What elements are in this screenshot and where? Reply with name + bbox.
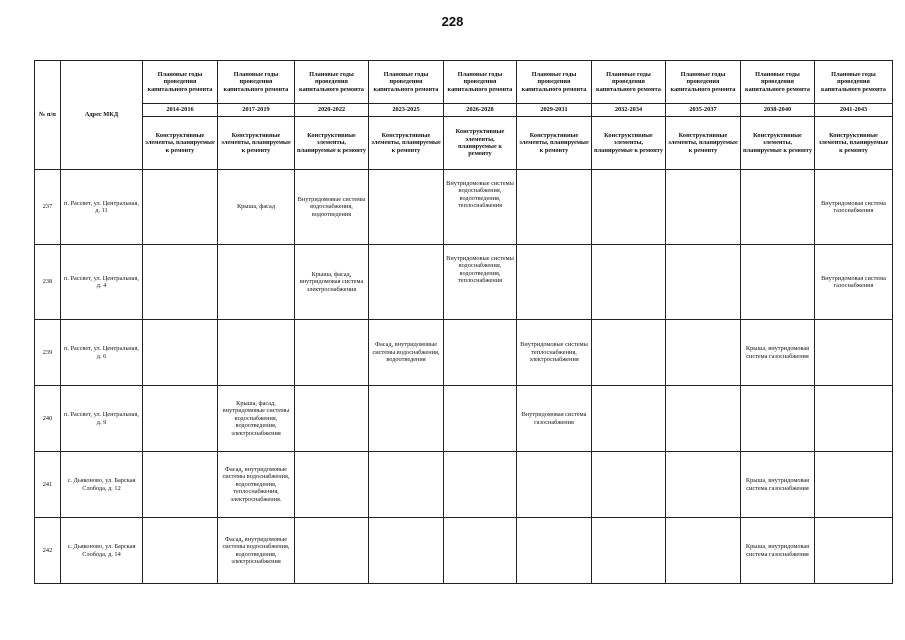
row-address: п. Рассвет, ул. Центральная, д. 4 [61,245,143,320]
repair-elements-cell [143,245,218,320]
repair-elements-cell [592,386,666,452]
table-row [35,518,893,584]
row-number: 237 [35,170,61,245]
repair-elements-cell [517,245,592,320]
repair-elements-cell [143,452,218,518]
repair-elements-cell [295,386,369,452]
repair-elements-cell [295,518,369,584]
period-header: Плановые годы проведения капитального ремонта [517,61,592,104]
repair-elements-cell [741,170,815,245]
year-range: 2032-2034 [592,104,666,117]
repair-elements-cell [369,518,444,584]
repair-elements-cell [143,170,218,245]
header-number: № п/п [35,61,61,170]
repair-elements-cell [815,518,893,584]
repair-elements-cell [143,518,218,584]
repair-elements-cell [666,518,741,584]
elements-header: Конструктивные элементы, планируемые к ремонту [295,117,369,170]
repair-elements-cell [369,170,444,245]
header-address: Адрес МКД [61,61,143,170]
year-range: 2041-2043 [815,104,893,117]
repair-elements-cell: Внутридомовые системы водоснабжения, водоотведения [295,170,369,245]
table-row [35,245,893,320]
table-body [35,170,893,584]
period-header: Плановые годы проведения капитального ремонта [666,61,741,104]
repair-elements-cell: Фасад, внутридомовые системы водоснабжения, водоотведения, электроснабжения [218,518,295,584]
page-number: 228 [441,14,464,29]
repair-elements-cell [592,170,666,245]
repair-elements-cell [295,452,369,518]
table-row [35,386,893,452]
repair-elements-cell [218,320,295,386]
year-range: 2026-2028 [444,104,517,117]
period-header: Плановые годы проведения капитального ремонта [741,61,815,104]
repair-elements-cell: Внутридомовая система газоснабжения [815,170,893,245]
elements-header: Конструктивные элементы, планируемые к ремонту [143,117,218,170]
row-address: с. Дьяконово, ул. Барская Слобода, д. 12 [61,452,143,518]
repair-elements-cell: Внутридомовые системы водоснабжения, водоотведения, теплоснабжения [444,245,517,320]
repair-elements-cell [666,452,741,518]
repair-elements-cell [815,386,893,452]
repair-elements-cell [592,452,666,518]
period-header: Плановые годы проведения капитального ремонта [143,61,218,104]
repair-elements-cell [741,386,815,452]
repair-elements-cell: Фасад, внутридомовые системы водоснабжения, водоотведения, теплоснабжения, электроснабжения. [218,452,295,518]
elements-header: Конструктивные элементы, планируемые к ремонту [815,117,893,170]
row-number: 241 [35,452,61,518]
repair-elements-cell [741,245,815,320]
row-address: п. Рассвет, ул. Центральная, д. 11 [61,170,143,245]
elements-header: Конструктивные элементы, планируемые к ремонту [741,117,815,170]
elements-header: Конструктивные элементы, планируемые к ремонту [444,117,517,170]
year-range: 2017-2019 [218,104,295,117]
row-number: 238 [35,245,61,320]
year-range: 2038-2040 [741,104,815,117]
repair-elements-cell: Внутридомовые системы водоснабжения, водоотведения, теплоснабжения [444,170,517,245]
row-address: п. Рассвет, ул. Центральная, д. 6 [61,320,143,386]
year-range: 2020-2022 [295,104,369,117]
repair-elements-cell [592,518,666,584]
period-header: Плановые годы проведения капитального ремонта [444,61,517,104]
repair-elements-cell: Крыша, фасад [218,170,295,245]
repair-elements-cell [295,320,369,386]
repair-elements-cell [517,452,592,518]
elements-header: Конструктивные элементы, планируемые к ремонту [517,117,592,170]
repair-elements-cell [143,386,218,452]
period-header: Плановые годы проведения капитального ремонта [369,61,444,104]
period-header: Плановые годы проведения капитального ремонта [592,61,666,104]
repair-elements-cell [666,245,741,320]
table-row [35,320,893,386]
repair-elements-cell [218,245,295,320]
repair-elements-cell [666,320,741,386]
elements-header: Конструктивные элементы, планируемые к ремонту [666,117,741,170]
row-address: с. Дьяконово, ул. Барская Слобода, д. 14 [61,518,143,584]
elements-header: Конструктивные элементы, планируемые к ремонту [218,117,295,170]
repair-elements-cell [369,452,444,518]
row-number: 239 [35,320,61,386]
elements-header: Конструктивные элементы, планируемые к ремонту [369,117,444,170]
table-row [35,170,893,245]
repair-elements-cell [815,452,893,518]
repair-elements-cell [592,320,666,386]
repair-elements-cell [444,386,517,452]
year-range: 2035-2037 [666,104,741,117]
repair-elements-cell: Внутридомовая система газоснабжения [517,386,592,452]
repair-elements-cell [444,452,517,518]
row-address: п. Рассвет, ул. Центральная, д. 9 [61,386,143,452]
repair-elements-cell: Крыша, фасад, внутридомовая система электроснабжения [295,245,369,320]
year-range: 2023-2025 [369,104,444,117]
repair-elements-cell [666,386,741,452]
row-number: 240 [35,386,61,452]
repair-elements-cell [815,320,893,386]
capital-repair-table [34,60,893,584]
repair-elements-cell: Крыша, внутридомовая система газоснабжения [741,452,815,518]
repair-elements-cell: Внутридомовые системы теплоснабжения, электроснабжения [517,320,592,386]
repair-elements-cell [592,245,666,320]
table-row [35,452,893,518]
repair-elements-cell: Крыша, внутридомовая система газоснабжения [741,320,815,386]
period-header: Плановые годы проведения капитального ремонта [295,61,369,104]
repair-elements-cell: Фасад, внутридомовые системы водоснабжения, водоотведения [369,320,444,386]
repair-elements-cell: Крыша, фасад, внутридомовые системы водоснабжения, водоотведения, электроснабжения [218,386,295,452]
repair-elements-cell [369,245,444,320]
repair-elements-cell [517,170,592,245]
period-header: Плановые годы проведения капитального ремонта [815,61,893,104]
repair-elements-cell [444,320,517,386]
row-number: 242 [35,518,61,584]
year-range: 2014-2016 [143,104,218,117]
repair-elements-cell [517,518,592,584]
repair-elements-cell [143,320,218,386]
elements-header: Конструктивные элементы, планируемые к ремонту [592,117,666,170]
repair-elements-cell [666,170,741,245]
period-header: Плановые годы проведения капитального ремонта [218,61,295,104]
repair-elements-cell [444,518,517,584]
repair-elements-cell: Внутридомовая система газоснабжения [815,245,893,320]
year-range: 2029-2031 [517,104,592,117]
repair-elements-cell: Крыша, внутридомовая система газоснабжения [741,518,815,584]
repair-elements-cell [369,386,444,452]
